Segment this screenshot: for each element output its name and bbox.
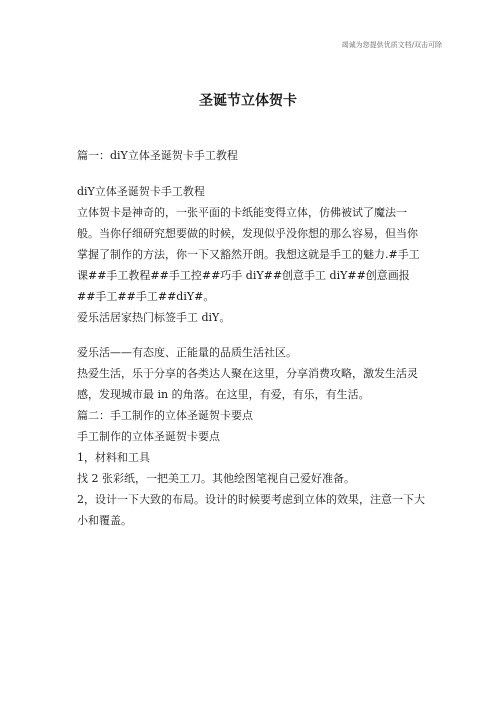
- subheading-2: 手工制作的立体圣诞贺卡要点: [77, 430, 220, 443]
- body-paragraph: 爱乐活居家热门标签手工 diY。: [77, 311, 231, 324]
- body-paragraph: 爱乐活——有态度、正能量的品质生活社区。: [77, 346, 297, 359]
- page-title: 圣诞节立体贺卡: [199, 93, 297, 109]
- body-paragraph: 立体贺卡是神奇的，一张平面的卡纸能变得立体，仿佛被试了魔法一般。当你仔细研究想要做的时候，发现似乎没你想的那么容易，但当你掌握了制作的方法，你一下又豁然开朗。我想这就是手工的魅力.#手工课##手工教程##手工控##巧手 diY##创意手工 diY##创意画报##手工##手工##diY#。: [77, 206, 420, 303]
- list-item: 2，设计一下大致的布局。设计的时候要考虑到立体的效果，注意一下大小和覆盖。: [77, 493, 425, 527]
- document-body: [77, 145, 425, 531]
- body-paragraph: 热爱生活，乐于分享的各类达人聚在这里，分享消费攻略，激发生活灵感，发现城市最 in 的角落。在这里，有爱，有乐，有生活。: [77, 367, 418, 401]
- header-note: 竭诚为您提供优质文档/双击可除: [341, 41, 442, 49]
- list-item: 1，材料和工具: [77, 451, 150, 464]
- section-heading-1: 篇一：diY立体圣诞贺卡手工教程: [77, 149, 238, 162]
- body-paragraph: 找 2 张彩纸，一把美工刀。其他绘图笔视自己爱好准备。: [77, 472, 355, 485]
- subheading-1: diY立体圣诞贺卡手工教程: [77, 185, 205, 198]
- section-heading-2: 篇二：手工制作的立体圣诞贺卡要点: [77, 409, 253, 422]
